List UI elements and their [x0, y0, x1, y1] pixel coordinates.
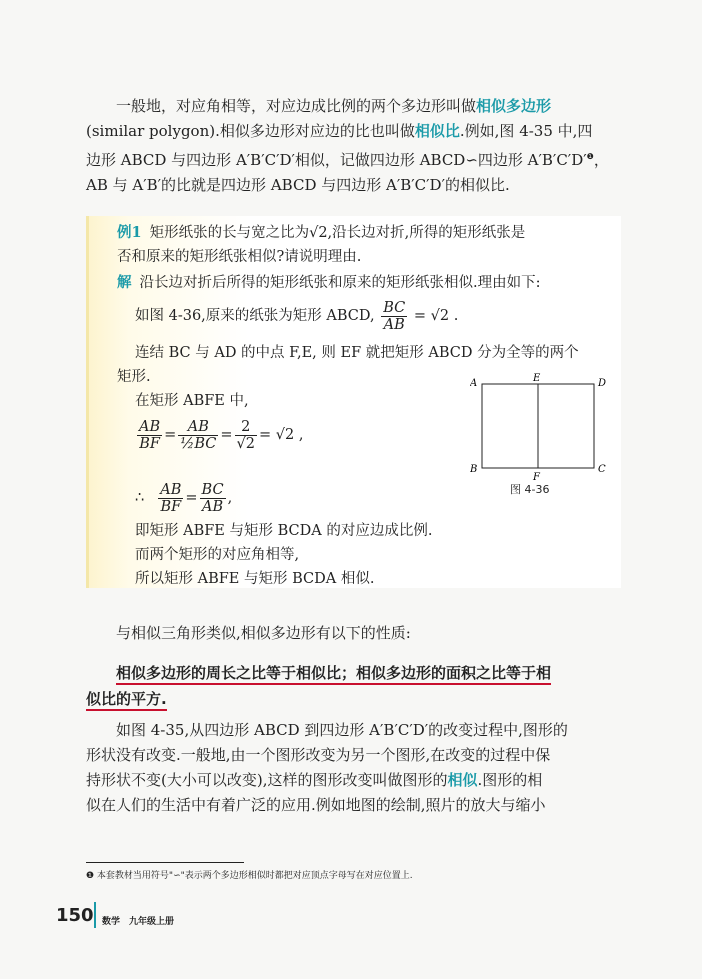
solution-line-3: 连结 BC 与 AD 的中点 F,E, 则 EF 就把矩形 ABCD 分为全等的两个: [135, 345, 579, 361]
eq1-f1-num: AB: [139, 418, 161, 435]
figure-4-36: [470, 372, 610, 492]
theorem-line-2: 似比的平方.: [86, 690, 167, 711]
definition-line-1: 一般地，对应角相等，对应边成比例的两个多边形叫做: [116, 97, 477, 115]
solution-label: 解: [117, 274, 132, 291]
eq1-fraction-1: [137, 419, 162, 452]
conclusion-line-2: 而两个矩形的对应角相等,: [135, 547, 300, 563]
eq1-f3-num: 2: [235, 419, 257, 436]
figure-caption: 图 4-36: [510, 483, 550, 496]
eq1-f2-num: AB: [178, 419, 218, 436]
eq2-tail: ,: [227, 490, 233, 506]
definition-paragraph: [86, 94, 618, 198]
definition-line-4: AB 与 A′B′的比就是四边形 ABCD 与四边形 A′B′C′D′的相似比.: [86, 176, 510, 194]
eq1-fraction-2: [178, 419, 218, 452]
fraction-numerator: BC: [383, 299, 406, 316]
solution-text-2b: = √2 .: [413, 308, 459, 324]
eq2-f2-den: AB: [201, 498, 224, 515]
eq1-f1-den: BF: [139, 435, 160, 452]
label-e: E: [533, 373, 541, 384]
example-question-line-2: 否和原来的矩形纸张相似?请说明理由.: [117, 249, 362, 265]
intro-text: 与相似三角形类似,相似多边形有以下的性质:: [116, 624, 411, 642]
term-similarity: 相似: [447, 771, 478, 789]
book-title: 数学 九年级上册: [102, 917, 175, 927]
definition-line-2a: (similar polygon).相似多边形对应边的比也叫做: [86, 122, 415, 140]
similarity-paragraph: [86, 718, 618, 818]
therefore-symbol: ∴: [135, 490, 145, 506]
label-f: F: [533, 472, 540, 482]
eq1-fraction-3: [235, 419, 257, 452]
eq1-tail: = √2 ,: [259, 427, 304, 443]
para3-line-3b: .图形的相: [477, 771, 543, 789]
para3-line-4: 似在人们的生活中有着广泛的应用.例如地图的绘制,照片的放大与缩小: [86, 796, 546, 814]
footnote-marker[interactable]: ❶: [586, 152, 594, 161]
fraction-denominator: AB: [383, 316, 405, 333]
example-question-1: 矩形纸张的长与宽之比为√2,沿长边对折,所得的矩形纸张是: [149, 225, 526, 241]
eq1-f2-den: ½BC: [180, 435, 217, 452]
property-theorem: [86, 660, 618, 712]
conclusion-line-3: 所以矩形 ABFE 与矩形 BCDA 相似.: [135, 571, 375, 587]
para3-line-3a: 持形状不变(大小可以改变),这样的图形改变叫做图形的: [86, 771, 448, 789]
footnote: ❶ 本套教材当用符号"∽"表示两个多边形相似时都把对应顶点字母写在对应位置上.: [86, 871, 413, 881]
page-number: 150: [56, 905, 94, 926]
rectangle-diagram: [470, 372, 610, 482]
solution-line-2: [135, 298, 458, 334]
label-d: D: [598, 378, 607, 389]
solution-text-1: 沿长边对折后所得的矩形纸张和原来的矩形纸张相似.理由如下:: [139, 275, 541, 291]
solution-text-2: 如图 4-36,原来的纸张为矩形 ABCD,: [135, 308, 375, 324]
label-a: A: [470, 378, 478, 389]
example-label: 例1: [117, 224, 142, 241]
theorem-line-1: 相似多边形的周长之比等于相似比；相似多边形的面积之比等于相: [116, 664, 551, 685]
eq1-f3-den: √2: [236, 435, 255, 452]
para3-line-1: 如图 4-35,从四边形 ABCD 到四边形 A′B′C′D′的改变过程中,图形的: [116, 721, 568, 739]
solution-line-1: [117, 272, 541, 294]
eq2-f1-num: AB: [160, 481, 182, 498]
definition-line-2b: .例如,图 4-35 中,四: [459, 122, 593, 140]
eq2-fraction-1: [158, 482, 183, 515]
footnote-rule: [86, 862, 244, 863]
definition-line-3: 边形 ABCD 与四边形 A′B′C′D′相似，记做四边形 ABCD∽四边形 A′B′C′D′: [86, 151, 587, 169]
label-b: B: [470, 464, 478, 475]
eq2-fraction-2: [200, 482, 226, 515]
example-question-line-1: [117, 222, 525, 244]
eq2-f2-num: BC: [201, 481, 224, 498]
definition-line-3-end: ，: [593, 151, 609, 169]
eq2-f1-den: BF: [160, 498, 182, 515]
term-similarity-ratio: 相似比: [414, 122, 460, 140]
equation-1: $\frac{AB}{BF}$ = $\frac{AB}{\text{½BC}}$ = $\frac{2}{√2}$ = √2 ,: [139, 418, 304, 452]
fraction-bc-ab: [381, 300, 407, 333]
para3-line-2: 形状没有改变.一般地,由一个图形改变为另一个图形,在改变的过程中保: [86, 746, 551, 764]
solution-line-4: 矩形.: [117, 369, 151, 385]
conclusion-line-1: 即矩形 ABFE 与矩形 BCDA 的对应边成比例.: [135, 523, 433, 539]
label-c: C: [598, 464, 606, 475]
term-similar-polygon: 相似多边形: [476, 97, 552, 115]
solution-line-5: 在矩形 ABFE 中,: [135, 393, 249, 409]
equation-2: ∴ $\frac{AB}{BF}$ = $\frac{BC}{AB}$ ,: [135, 481, 233, 515]
properties-intro: [86, 622, 411, 643]
